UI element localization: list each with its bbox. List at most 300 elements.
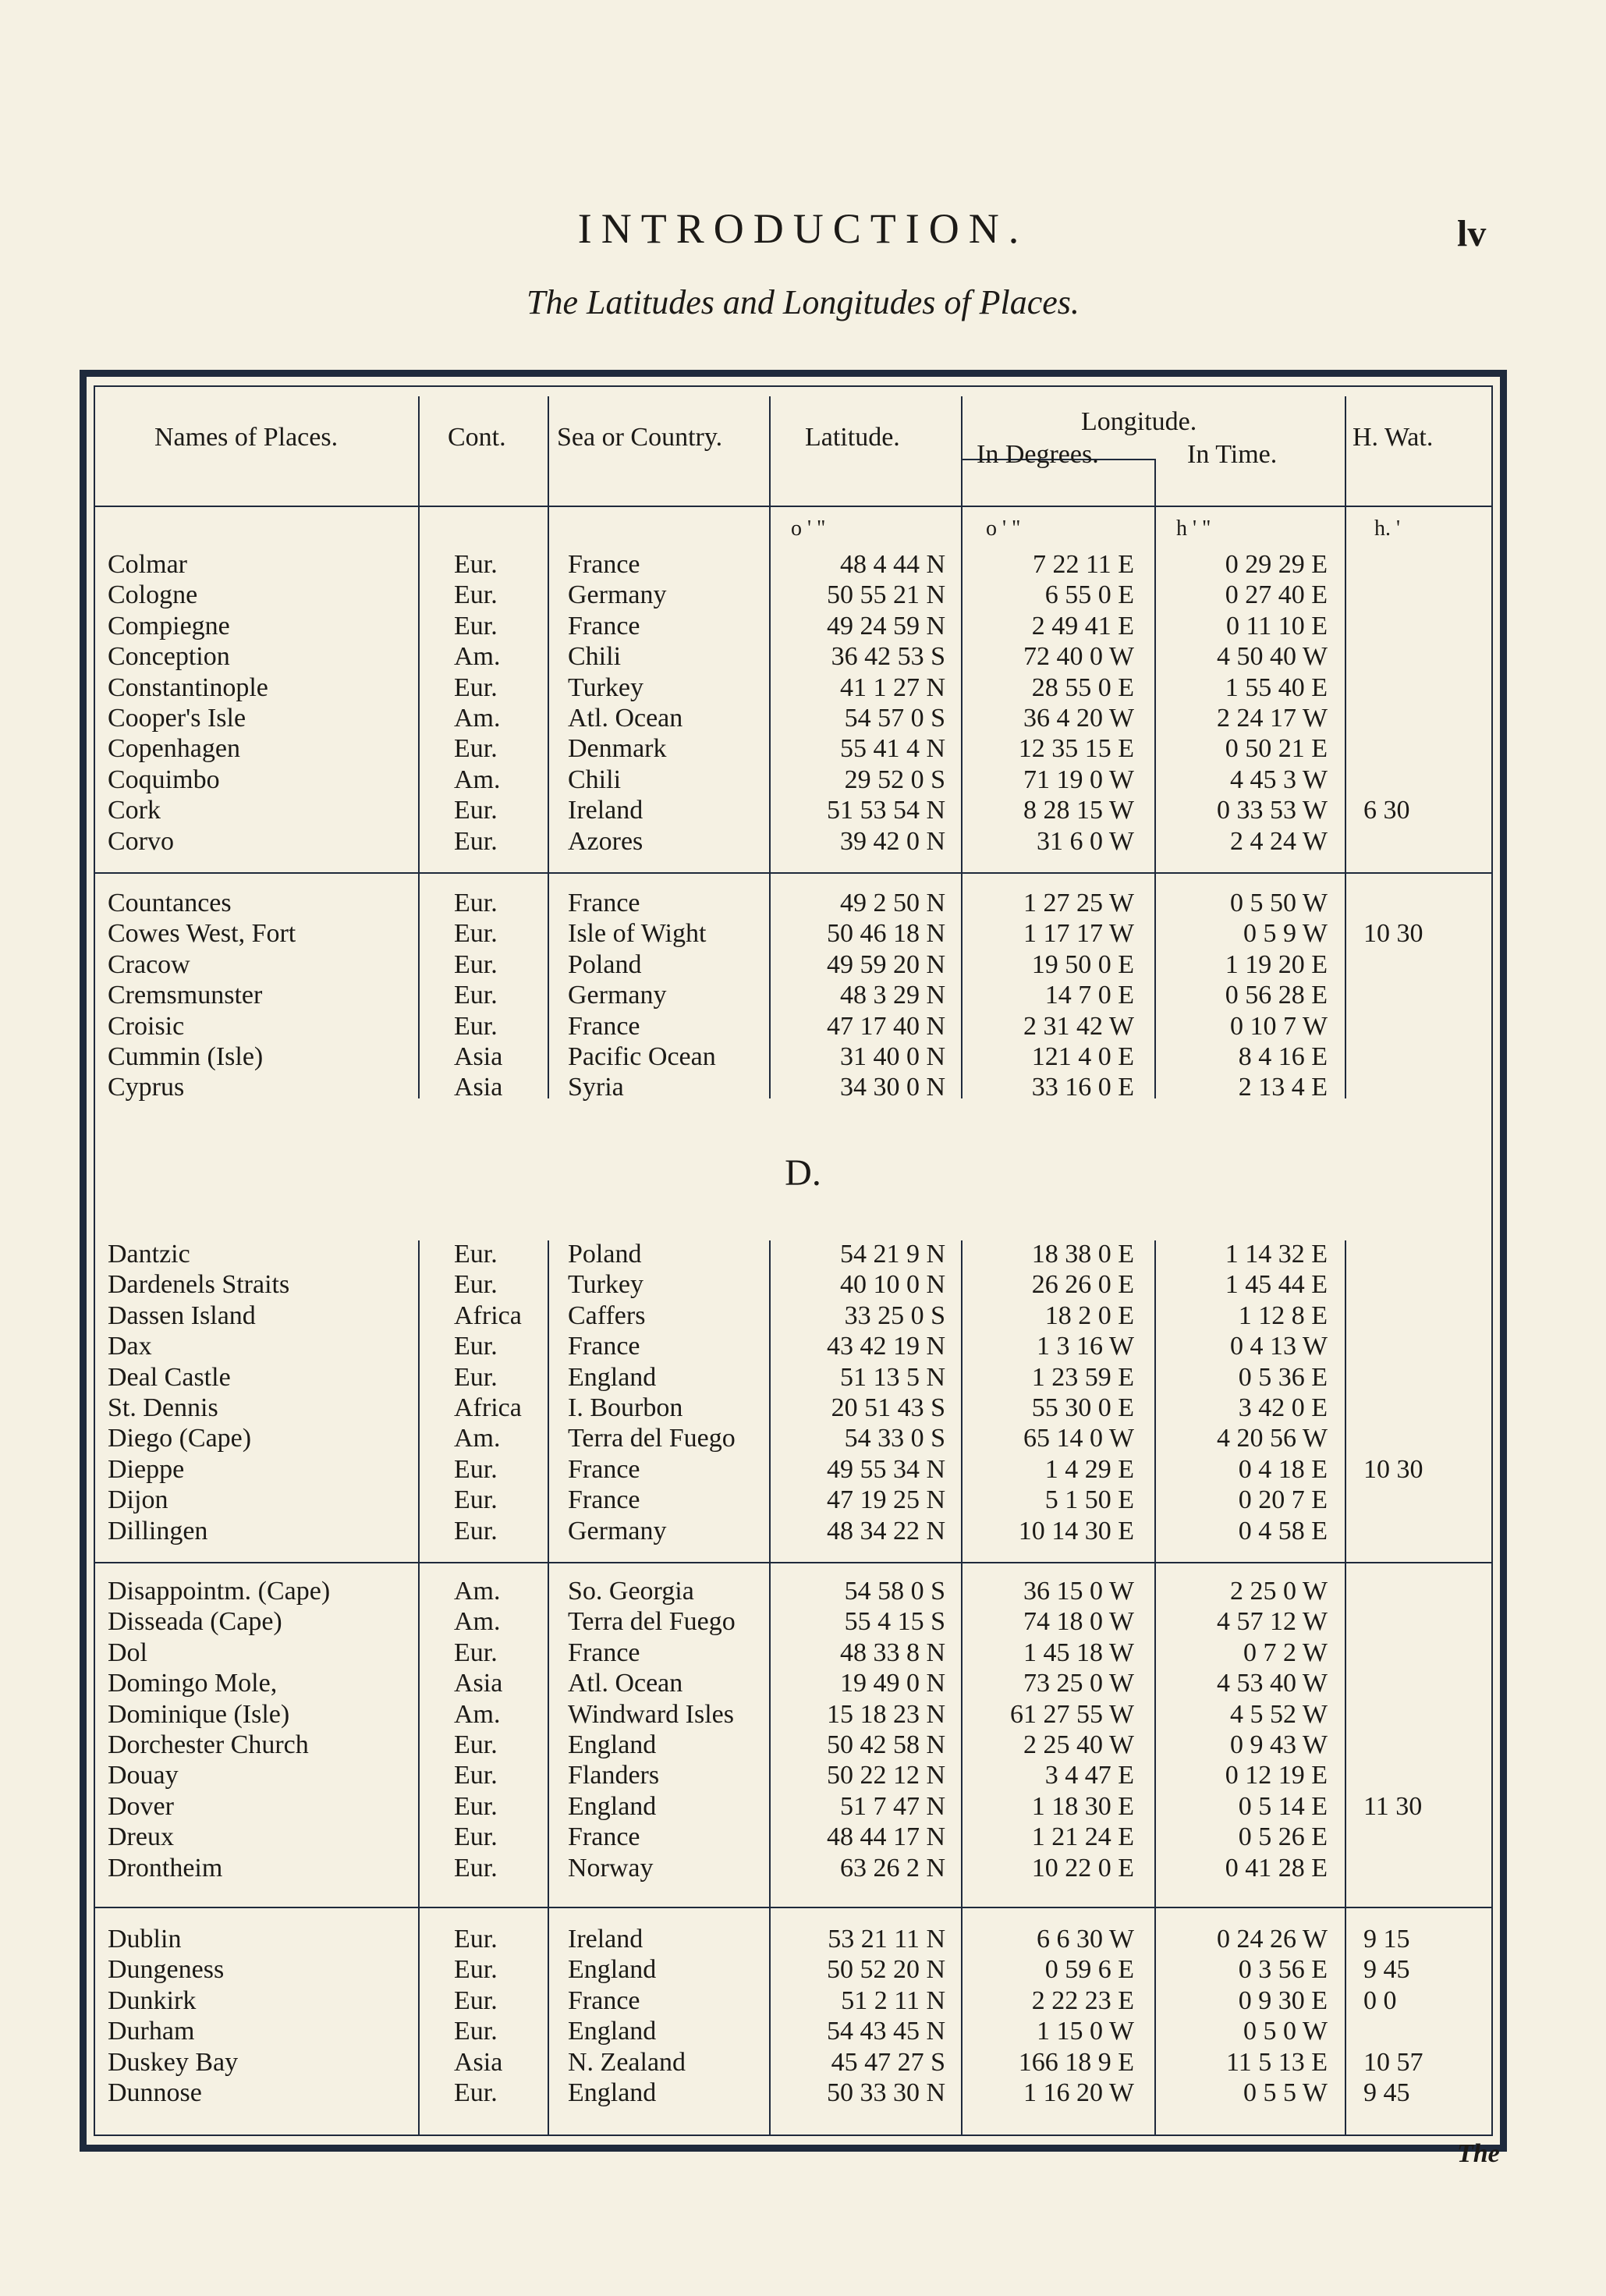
table-row (0, 1791, 1606, 1822)
header-longitude: Longitude. (1081, 407, 1197, 436)
cell-name: Dieppe (108, 1455, 185, 1484)
cell-time: 0 4 58 E (1238, 1517, 1328, 1545)
cell-sea: Chili (568, 765, 622, 794)
cell-cont: Eur. (454, 1638, 498, 1667)
cell-cont: Eur. (454, 1363, 498, 1392)
cell-hw: 9 45 (1363, 2078, 1410, 2107)
cell-deg: 166 18 9 E (1018, 2048, 1134, 2077)
cell-time: 0 4 13 W (1230, 1332, 1328, 1361)
cell-name: Cooper's Isle (108, 704, 246, 733)
cell-lat: 48 34 22 N (826, 1517, 945, 1545)
cell-name: Dantzic (108, 1240, 190, 1269)
cell-name: Dax (108, 1332, 152, 1361)
cell-hw: 10 30 (1363, 1455, 1423, 1484)
cell-time: 0 56 28 E (1225, 981, 1328, 1010)
table-row (0, 2047, 1606, 2078)
unit-time: h ' " (1176, 516, 1211, 541)
table-row (0, 1699, 1606, 1730)
cell-time: 8 4 16 E (1238, 1042, 1328, 1071)
cell-time: 0 24 26 W (1217, 1925, 1328, 1954)
cell-cont: Eur. (454, 1455, 498, 1484)
cell-lat: 55 41 4 N (839, 734, 945, 763)
page-title: INTRODUCTION. (577, 205, 1029, 252)
table-row (0, 1668, 1606, 1699)
cell-lat: 47 17 40 N (826, 1012, 945, 1041)
table-row (0, 1301, 1606, 1332)
cell-hw: 11 30 (1363, 1792, 1423, 1821)
cell-name: Disseada (Cape) (108, 1607, 282, 1636)
cell-lat: 53 21 11 N (828, 1925, 945, 1954)
cell-cont: Eur. (454, 673, 498, 702)
cell-sea: Terra del Fuego (568, 1607, 736, 1636)
cell-lat: 48 33 8 N (839, 1638, 945, 1667)
cell-time: 0 5 50 W (1230, 889, 1328, 917)
cell-time: 4 50 40 W (1217, 642, 1328, 671)
table-row (0, 672, 1606, 704)
cell-time: 0 10 7 W (1230, 1012, 1328, 1041)
cell-name: Dardenels Straits (108, 1270, 290, 1299)
cell-deg: 1 23 59 E (1031, 1363, 1134, 1392)
cell-name: Dublin (108, 1925, 182, 1954)
cell-time: 4 53 40 W (1217, 1669, 1328, 1698)
cell-lat: 48 44 17 N (826, 1822, 945, 1851)
cell-lat: 47 19 25 N (826, 1485, 945, 1514)
cell-lat: 36 42 53 S (831, 642, 945, 671)
cell-hw: 10 57 (1363, 2048, 1423, 2077)
cell-sea: France (568, 612, 640, 641)
cell-time: 0 5 5 W (1243, 2078, 1328, 2107)
table-row (0, 826, 1606, 857)
cell-deg: 18 2 0 E (1044, 1301, 1134, 1330)
cell-cont: Am. (454, 1700, 501, 1729)
table-row (0, 1485, 1606, 1516)
cell-hw: 0 0 (1363, 1986, 1397, 2015)
cell-sea: England (568, 1363, 657, 1392)
table-row (0, 1924, 1606, 1955)
cell-cont: Eur. (454, 1925, 498, 1954)
cell-time: 11 5 13 E (1225, 2048, 1328, 2077)
cell-time: 0 29 29 E (1225, 550, 1328, 579)
cell-deg: 1 17 17 W (1023, 919, 1134, 948)
cell-lat: 50 22 12 N (826, 1761, 945, 1790)
cell-sea: England (568, 1792, 657, 1821)
cell-hw: 9 45 (1363, 1955, 1410, 1984)
cell-name: Dreux (108, 1822, 174, 1851)
cell-cont: Asia (454, 1669, 503, 1698)
cell-name: Dijon (108, 1485, 168, 1514)
table-row (0, 1985, 1606, 2017)
cell-name: Cummin (Isle) (108, 1042, 264, 1071)
table-row (0, 795, 1606, 826)
cell-lat: 50 46 18 N (826, 919, 945, 948)
cell-sea: France (568, 1455, 640, 1484)
cell-name: Corvo (108, 827, 174, 856)
cell-cont: Am. (454, 704, 501, 733)
table-row (0, 1362, 1606, 1393)
cell-deg: 72 40 0 W (1023, 642, 1134, 671)
cell-time: 0 41 28 E (1225, 1854, 1328, 1883)
cell-sea: Germany (568, 981, 667, 1010)
cell-hw: 10 30 (1363, 919, 1423, 948)
cell-deg: 2 22 23 E (1031, 1986, 1134, 2015)
cell-sea: Germany (568, 1517, 667, 1545)
table-row (0, 580, 1606, 611)
cell-sea: Ireland (568, 1925, 643, 1954)
cell-cont: Am. (454, 1607, 501, 1636)
cell-name: Domingo Mole, (108, 1669, 278, 1698)
cell-cont: Eur. (454, 2078, 498, 2107)
table-row (0, 888, 1606, 919)
cell-cont: Eur. (454, 1955, 498, 1984)
cell-lat: 19 49 0 N (839, 1669, 945, 1698)
header-in-time: In Time. (1187, 440, 1278, 469)
cell-time: 0 12 19 E (1225, 1761, 1328, 1790)
cell-deg: 1 18 30 E (1031, 1792, 1134, 1821)
cell-time: 1 19 20 E (1225, 950, 1328, 979)
cell-sea: Ireland (568, 796, 643, 825)
cell-time: 0 11 10 E (1225, 612, 1328, 641)
cell-sea: Syria (568, 1073, 624, 1102)
cell-lat: 51 2 11 N (841, 1986, 945, 2015)
cell-deg: 36 15 0 W (1023, 1577, 1134, 1606)
group-rule (94, 1562, 1493, 1563)
cell-time: 0 9 30 E (1238, 1986, 1328, 2015)
cell-time: 1 55 40 E (1225, 673, 1328, 702)
cell-sea: Flanders (568, 1761, 660, 1790)
cell-lat: 41 1 27 N (839, 673, 945, 702)
cell-name: Dol (108, 1638, 147, 1667)
cell-name: Dorchester Church (108, 1730, 309, 1759)
cell-time: 0 20 7 E (1238, 1485, 1328, 1514)
cell-deg: 26 26 0 E (1031, 1270, 1134, 1299)
cell-cont: Am. (454, 642, 501, 671)
cell-lat: 49 24 59 N (826, 612, 945, 641)
cell-lat: 20 51 43 S (831, 1393, 945, 1422)
cell-sea: Terra del Fuego (568, 1424, 736, 1453)
table-row (0, 703, 1606, 734)
cell-deg: 121 4 0 E (1031, 1042, 1134, 1071)
cell-time: 0 5 0 W (1243, 2017, 1328, 2046)
table-row (0, 1606, 1606, 1638)
cell-deg: 12 35 15 E (1018, 734, 1134, 763)
cell-sea: France (568, 1822, 640, 1851)
cell-name: Dassen Island (108, 1301, 256, 1330)
cell-cont: Asia (454, 1042, 503, 1071)
cell-lat: 43 42 19 N (826, 1332, 945, 1361)
cell-cont: Eur. (454, 1730, 498, 1759)
table-row (0, 1730, 1606, 1761)
cell-sea: Atl. Ocean (568, 704, 683, 733)
cell-deg: 71 19 0 W (1023, 765, 1134, 794)
cell-name: Coquimbo (108, 765, 220, 794)
cell-name: Constantinople (108, 673, 268, 702)
header-latitude: Latitude. (805, 423, 900, 452)
cell-cont: Eur. (454, 1822, 498, 1851)
cell-sea: Norway (568, 1854, 654, 1883)
cell-lat: 49 59 20 N (826, 950, 945, 979)
cell-sea: Atl. Ocean (568, 1669, 683, 1698)
cell-cont: Eur. (454, 796, 498, 825)
cell-cont: Africa (454, 1393, 522, 1422)
cell-deg: 8 28 15 W (1023, 796, 1134, 825)
header-in-degrees: In Degrees. (977, 440, 1099, 469)
cell-cont: Eur. (454, 1485, 498, 1514)
cell-deg: 1 15 0 W (1037, 2017, 1134, 2046)
cell-name: Countances (108, 889, 232, 917)
cell-time: 2 4 24 W (1230, 827, 1328, 856)
cell-name: Colmar (108, 550, 187, 579)
cell-lat: 48 4 44 N (839, 550, 945, 579)
cell-deg: 14 7 0 E (1044, 981, 1134, 1010)
cell-hw: 6 30 (1363, 796, 1410, 825)
table-row (0, 1042, 1606, 1073)
cell-time: 0 9 43 W (1230, 1730, 1328, 1759)
cell-deg: 2 25 40 W (1023, 1730, 1134, 1759)
cell-lat: 45 47 27 S (831, 2048, 945, 2077)
cell-sea: Pacific Ocean (568, 1042, 716, 1071)
cell-cont: Am. (454, 1577, 501, 1606)
cell-sea: England (568, 1955, 657, 1984)
cell-sea: England (568, 2017, 657, 2046)
cell-cont: Asia (454, 2048, 503, 2077)
cell-deg: 31 6 0 W (1037, 827, 1134, 856)
cell-cont: Eur. (454, 1792, 498, 1821)
table-row (0, 1853, 1606, 1884)
cell-lat: 51 13 5 N (839, 1363, 945, 1392)
table-row (0, 549, 1606, 580)
cell-cont: Eur. (454, 1012, 498, 1041)
cell-name: Disappointm. (Cape) (108, 1577, 331, 1606)
cell-lat: 54 58 0 S (844, 1577, 945, 1606)
cell-time: 1 45 44 E (1225, 1270, 1328, 1299)
cell-cont: Eur. (454, 1332, 498, 1361)
cell-name: Dunnose (108, 2078, 202, 2107)
cell-name: Dungeness (108, 1955, 225, 1984)
cell-cont: Eur. (454, 919, 498, 948)
cell-sea: Turkey (568, 1270, 643, 1299)
cell-deg: 1 27 25 W (1023, 889, 1134, 917)
cell-sea: So. Georgia (568, 1577, 694, 1606)
cell-name: Dominique (Isle) (108, 1700, 290, 1729)
cell-time: 2 25 0 W (1230, 1577, 1328, 1606)
cell-lat: 49 55 34 N (826, 1455, 945, 1484)
cell-deg: 6 6 30 W (1037, 1925, 1134, 1954)
cell-lat: 33 25 0 S (844, 1301, 945, 1330)
cell-deg: 2 31 42 W (1023, 1012, 1134, 1041)
unit-h-wat: h. ' (1374, 516, 1401, 541)
cell-deg: 10 14 30 E (1018, 1517, 1134, 1545)
cell-time: 0 7 2 W (1243, 1638, 1328, 1667)
cell-time: 4 20 56 W (1217, 1424, 1328, 1453)
cell-lat: 50 55 21 N (826, 580, 945, 609)
cell-lat: 55 4 15 S (844, 1607, 945, 1636)
cell-deg: 2 49 41 E (1031, 612, 1134, 641)
cell-time: 0 27 40 E (1225, 580, 1328, 609)
header-sea-or-country: Sea or Country. (557, 423, 723, 452)
cell-sea: I. Bourbon (568, 1393, 683, 1422)
cell-lat: 54 43 45 N (826, 2017, 945, 2046)
cell-time: 0 5 14 E (1238, 1792, 1328, 1821)
cell-cont: Eur. (454, 950, 498, 979)
cell-name: Dover (108, 1792, 174, 1821)
cell-deg: 33 16 0 E (1031, 1073, 1134, 1102)
table-row (0, 1423, 1606, 1454)
cell-name: St. Dennis (108, 1393, 218, 1422)
cell-time: 3 42 0 E (1238, 1393, 1328, 1422)
cell-deg: 73 25 0 W (1023, 1669, 1134, 1698)
header-h-wat: H. Wat. (1353, 423, 1434, 452)
cell-deg: 36 4 20 W (1023, 704, 1134, 733)
cell-deg: 7 22 11 E (1032, 550, 1134, 579)
group-rule (94, 1907, 1493, 1908)
cell-lat: 31 40 0 N (839, 1042, 945, 1071)
cell-cont: Eur. (454, 1986, 498, 2015)
cell-cont: Eur. (454, 981, 498, 1010)
cell-deg: 55 30 0 E (1031, 1393, 1134, 1422)
cell-time: 0 5 9 W (1243, 919, 1328, 948)
table-row (0, 1638, 1606, 1669)
cell-name: Croisic (108, 1012, 185, 1041)
page-number: lv (1457, 213, 1487, 254)
cell-sea: France (568, 1986, 640, 2015)
cell-sea: Turkey (568, 673, 643, 702)
cell-lat: 50 52 20 N (826, 1955, 945, 1984)
cell-lat: 15 18 23 N (826, 1700, 945, 1729)
unit-degrees: o ' " (986, 516, 1021, 541)
cell-sea: Isle of Wight (568, 919, 707, 948)
cell-deg: 28 55 0 E (1031, 673, 1134, 702)
cell-hw: 9 15 (1363, 1925, 1410, 1954)
cell-cont: Eur. (454, 612, 498, 641)
cell-cont: Eur. (454, 2017, 498, 2046)
cell-lat: 54 21 9 N (839, 1240, 945, 1269)
table-row (0, 765, 1606, 796)
cell-deg: 10 22 0 E (1031, 1854, 1134, 1883)
cell-name: Deal Castle (108, 1363, 231, 1392)
cell-lat: 54 33 0 S (844, 1424, 945, 1453)
table-row (0, 1454, 1606, 1485)
cell-lat: 51 7 47 N (839, 1792, 945, 1821)
cell-deg: 3 4 47 E (1044, 1761, 1134, 1790)
cell-name: Cork (108, 796, 161, 825)
cell-name: Duskey Bay (108, 2048, 239, 2077)
table-row (0, 2016, 1606, 2047)
cell-name: Douay (108, 1761, 179, 1790)
table-row (0, 949, 1606, 981)
cell-name: Cologne (108, 580, 198, 609)
cell-lat: 29 52 0 S (844, 765, 945, 794)
table-row (0, 1576, 1606, 1607)
table-row (0, 1760, 1606, 1791)
cell-deg: 6 55 0 E (1044, 580, 1134, 609)
cell-time: 1 14 32 E (1225, 1240, 1328, 1269)
header-names: Names of Places. (154, 423, 339, 452)
cell-time: 4 5 52 W (1230, 1700, 1328, 1729)
table-row (0, 980, 1606, 1011)
table-row (0, 1954, 1606, 1985)
cell-name: Cowes West, Fort (108, 919, 296, 948)
cell-sea: Poland (568, 1240, 642, 1269)
cell-cont: Eur. (454, 1854, 498, 1883)
cell-sea: France (568, 1638, 640, 1667)
cell-sea: France (568, 550, 640, 579)
table-row (0, 641, 1606, 672)
cell-name: Cremsmunster (108, 981, 263, 1010)
cell-cont: Africa (454, 1301, 522, 1330)
cell-cont: Asia (454, 1073, 503, 1102)
cell-cont: Eur. (454, 1761, 498, 1790)
cell-cont: Eur. (454, 734, 498, 763)
cell-sea: N. Zealand (568, 2048, 686, 2077)
cell-cont: Am. (454, 1424, 501, 1453)
cell-name: Cracow (108, 950, 190, 979)
cell-deg: 5 1 50 E (1044, 1485, 1134, 1514)
cell-time: 4 57 12 W (1217, 1607, 1328, 1636)
cell-lat: 50 33 30 N (826, 2078, 945, 2107)
cell-sea: Windward Isles (568, 1700, 734, 1729)
cell-deg: 61 27 55 W (1010, 1700, 1134, 1729)
cell-sea: Poland (568, 950, 642, 979)
table-row (0, 733, 1606, 765)
cell-sea: France (568, 1012, 640, 1041)
cell-time: 0 5 26 E (1238, 1822, 1328, 1851)
table-row (0, 1822, 1606, 1853)
cell-name: Dunkirk (108, 1986, 197, 2015)
cell-lat: 51 53 54 N (826, 796, 945, 825)
cell-sea: Denmark (568, 734, 667, 763)
cell-name: Durham (108, 2017, 195, 2046)
table-row (0, 1331, 1606, 1362)
cell-deg: 65 14 0 W (1023, 1424, 1134, 1453)
cell-sea: Germany (568, 580, 667, 609)
cell-deg: 74 18 0 W (1023, 1607, 1134, 1636)
cell-time: 2 13 4 E (1238, 1073, 1328, 1102)
table-row (0, 1516, 1606, 1547)
cell-name: Cyprus (108, 1073, 185, 1102)
section-letter-d: D. (785, 1152, 821, 1194)
cell-time: 0 50 21 E (1225, 734, 1328, 763)
cell-lat: 54 57 0 S (844, 704, 945, 733)
table-row (0, 1072, 1606, 1103)
cell-sea: France (568, 1485, 640, 1514)
cell-cont: Eur. (454, 580, 498, 609)
table-row (0, 611, 1606, 642)
cell-sea: England (568, 2078, 657, 2107)
group-rule (94, 872, 1493, 874)
cell-lat: 48 3 29 N (839, 981, 945, 1010)
cell-time: 0 5 36 E (1238, 1363, 1328, 1392)
cell-lat: 34 30 0 N (839, 1073, 945, 1102)
header-cont: Cont. (448, 423, 506, 452)
cell-time: 0 4 18 E (1238, 1455, 1328, 1484)
cell-lat: 63 26 2 N (839, 1854, 945, 1883)
catchword: The (1457, 2139, 1500, 2168)
cell-name: Diego (Cape) (108, 1424, 252, 1453)
cell-deg: 1 45 18 W (1023, 1638, 1134, 1667)
cell-deg: 1 21 24 E (1031, 1822, 1134, 1851)
cell-sea: Caffers (568, 1301, 646, 1330)
cell-cont: Am. (454, 765, 501, 794)
cell-cont: Eur. (454, 1240, 498, 1269)
cell-name: Drontheim (108, 1854, 223, 1883)
table-row (0, 1239, 1606, 1270)
unit-latitude: o ' " (791, 516, 826, 541)
cell-cont: Eur. (454, 1517, 498, 1545)
cell-sea: England (568, 1730, 657, 1759)
cell-cont: Eur. (454, 1270, 498, 1299)
cell-lat: 49 2 50 N (839, 889, 945, 917)
cell-deg: 19 50 0 E (1031, 950, 1134, 979)
